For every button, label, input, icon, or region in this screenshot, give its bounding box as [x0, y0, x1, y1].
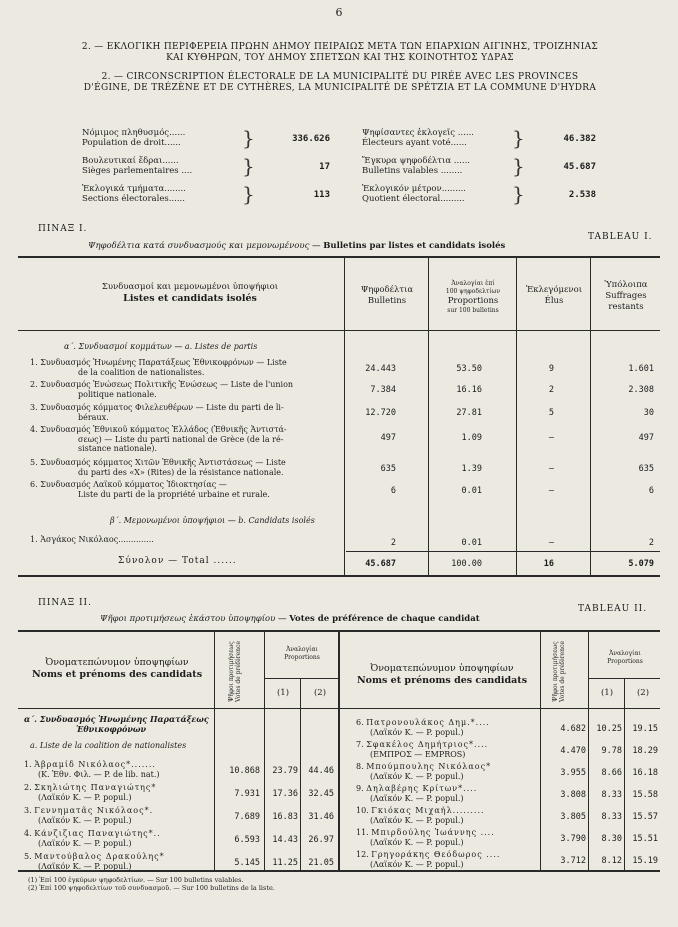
table2-label-gr: ΠΙΝΑΞ ΙΙ. [38, 598, 92, 608]
header-fr: Proportions [284, 654, 320, 661]
cell-restants: 2.308 [628, 385, 654, 395]
cell-p2: 26.97 [308, 835, 334, 845]
header-gr: Ἀναλογίαι [286, 646, 318, 653]
header-gr: Ὀνοματεπώνυμον ὑποψηφίων [370, 663, 514, 674]
candidate-number: 9. [356, 784, 364, 793]
heading-greek [20, 42, 660, 64]
cell-bulletins: 497 [380, 433, 396, 443]
cell-p1: 8.33 [601, 790, 622, 800]
row-number: 6. [30, 480, 38, 489]
summary-left-1-label [82, 128, 242, 148]
cell-votes: 3.805 [560, 812, 586, 822]
summary-value: 46.382 [563, 134, 596, 144]
header-fr: Proportions [447, 296, 499, 306]
cell-p2: 44.46 [308, 766, 334, 776]
summary-label-fr: Bulletins valables ........ [362, 166, 463, 176]
table2-header-names-left [20, 657, 214, 681]
candidate-party: (Κ. Ἐθν. Φιλ. — P. de lib. nat.) [38, 769, 160, 779]
table1-bottom-rule [18, 575, 660, 577]
footnotes [28, 876, 628, 892]
summary-label-gr: Ψηφίσαντες ἐκλογεῖς ...... [362, 128, 474, 138]
candidate-name: Σκηλιώτης Παναγιώτης* [34, 783, 157, 792]
row-label: Συνδυασμός Ἑνώσεως Πολιτικῆς Ἑνώσεως — Liste de l'union [40, 380, 294, 389]
header-gr: Ψηφοδέλτια [360, 285, 414, 295]
cell-p2: 21.05 [308, 858, 334, 868]
total-restants: 5.079 [628, 559, 654, 569]
table-row [30, 403, 340, 422]
cell-p2: 19.15 [632, 724, 658, 734]
candidate-name: Σφακέλος Δημήτριος*.... [366, 740, 489, 749]
summary-label-fr: Sièges parlementaires .... [82, 166, 193, 176]
cell-proportion: 27.81 [456, 408, 482, 418]
cell-bulletins: 635 [380, 464, 396, 474]
summary-label-gr: Ἐκλογικόν μέτρον......... [362, 184, 467, 194]
table2-header-names-right [344, 663, 540, 687]
cell-proportion: 0.01 [461, 538, 482, 548]
row-label: Συνδυασμός Λαϊκοῦ κόμματος Ἰδιοκτησίας — [40, 480, 227, 489]
table2-header-votes-right: Ψῆφοι προτιμήσεως Votes de préférence [552, 641, 566, 703]
header-gr2: 100 ψηφοδελτίων [445, 288, 501, 295]
total-elus: 16 [543, 559, 554, 569]
row-number: 3. [30, 403, 38, 412]
table1-label-fr: TABLEAU I. [588, 232, 653, 242]
cell-p2: 15.58 [632, 790, 658, 800]
row-label: Συνδυασμός Ἐθνικοῦ κόμματος Ἑλλάδος (Ἐθνικῆς Ἀντιστά- [40, 425, 287, 434]
candidate-party: (Λαϊκόν Κ. — P. popul.) [38, 792, 132, 802]
table2-mid-divider [338, 632, 340, 870]
table1-caption-sep: — [312, 241, 321, 251]
cell-p1: 10.25 [596, 724, 622, 734]
candidate-name: Μπιρδούλης Ἰωάννης .... [371, 828, 495, 837]
cell-bulletins: 12.720 [365, 408, 396, 418]
candidate-row [356, 784, 542, 803]
cell-p2: 18.29 [632, 746, 658, 756]
candidate-row [356, 828, 542, 847]
heading-french-line2: D'ÉGINE, DE TRÉZÈNE ET DE CYTHÈRES, LA MUNICIPALITÉ DE SPÉTZIA ET LA COMMUNE D'HYDRA [83, 83, 597, 93]
cell-votes: 3.712 [560, 856, 586, 866]
cell-restants: 497 [638, 433, 654, 443]
total-proportion: 100.00 [451, 559, 482, 569]
cell-p1: 8.66 [601, 768, 622, 778]
table-row [30, 425, 340, 454]
footnote-1: (1) Ἐπί 100 ἐγκύρων ψηφοδελτίων. — Sur 100 bulletins valables. [28, 876, 244, 884]
cell-p2: 15.51 [632, 834, 658, 844]
cell-elus: 5 [548, 408, 554, 418]
total-bulletins: 45.687 [365, 559, 396, 569]
row-label: Συνδυασμός κόμματος Φιλελευθέρων — Liste du parti de li- [40, 403, 284, 412]
heading-french [20, 72, 660, 94]
coalition-heading-gr2: Ἐθνικοφρόνων [76, 724, 147, 734]
table1-col-divider [590, 258, 591, 576]
summary-value: 2.538 [568, 190, 596, 200]
summary-value: 17 [319, 162, 330, 172]
table-row [30, 458, 340, 477]
summary-right-3-label [362, 184, 512, 204]
cell-votes: 3.790 [560, 834, 586, 844]
coalition-heading [24, 714, 214, 734]
candidate-name: Ἀβραμίδ Νικόλαος*....... [34, 760, 156, 769]
header-p1: (1) [276, 688, 290, 698]
candidate-number: 2. [24, 783, 32, 792]
header-fr2: restants [608, 302, 644, 312]
total-label: Σύνολον — Total ...... [118, 556, 237, 566]
cell-restants: 6 [648, 486, 654, 496]
cell-p2: 32.45 [308, 789, 334, 799]
table1-top-rule [18, 256, 660, 258]
brace: } [242, 182, 255, 206]
candidate-row [24, 760, 214, 779]
table2-col-divider [264, 632, 265, 870]
table-row [30, 535, 340, 545]
header-fr: Noms et prénoms des candidats [356, 675, 528, 686]
candidate-row [356, 806, 542, 825]
summary-label-fr: Électeurs ayant voté...... [362, 138, 467, 148]
candidate-number: 7. [356, 740, 364, 749]
cell-p1: 8.30 [601, 834, 622, 844]
candidate-name: Γρηγοράκης Θεόδωρος .... [371, 850, 501, 859]
table-row [30, 480, 340, 499]
summary-label-gr: Ἔγκυρα ψηφοδέλτια ...... [362, 156, 470, 166]
cell-p2: 15.57 [632, 812, 658, 822]
candidate-party: (ΕΜΠΡΟΣ — EMPROS) [370, 749, 466, 759]
cell-proportion: 1.09 [461, 433, 482, 443]
cell-elus: 9 [548, 364, 554, 374]
header-gr: Ἐκλεγόμενοι [525, 285, 583, 295]
candidate-name: Κάνζιζιας Παναγιώτης*.. [34, 829, 161, 838]
candidate-number: 12. [356, 850, 369, 859]
candidate-number: 1. [24, 760, 32, 769]
table1-caption [88, 241, 648, 251]
header-p2: (2) [636, 688, 650, 698]
header-gr: Ὑπόλοιπα [604, 280, 648, 290]
table2-header-votes-left: Ψῆφοι προτιμήσεως Votes de préférence [228, 641, 242, 703]
cell-proportion: 53.50 [456, 364, 482, 374]
cell-p2: 31.46 [308, 812, 334, 822]
table1-caption-fr: Bulletins par listes et candidats isolés [323, 241, 506, 251]
heading-french-line1: 2. — CIRCONSCRIPTION ÉLECTORALE DE LA MUNICIPALITÉ DU PIRÉE AVEC LES PROVINCES [101, 72, 579, 82]
candidate-row [356, 850, 542, 869]
cell-votes: 4.470 [560, 746, 586, 756]
cell-votes: 10.868 [229, 766, 260, 776]
cell-bulletins: 7.384 [370, 385, 396, 395]
row-number: 5. [30, 458, 38, 467]
summary-left-3-label [82, 184, 242, 204]
summary-label-fr: Population de droit...... [82, 138, 181, 148]
table2-col-divider [624, 678, 625, 870]
candidate-name: Πατρονουλάκος Δημ.*.... [366, 718, 490, 727]
candidate-row [24, 829, 214, 848]
candidate-number: 8. [356, 762, 364, 771]
cell-p1: 17.36 [272, 789, 298, 799]
header-fr: Listes et candidats isolés [123, 293, 257, 304]
table2-label-fr: TABLEAU II. [578, 604, 648, 614]
candidate-name: Μαντούβαλος Δρακούλης* [34, 852, 165, 861]
cell-bulletins: 24.443 [365, 364, 396, 374]
header-fr: Élus [544, 296, 564, 306]
row-label-cont: de la coalition de nationalistes. [78, 367, 205, 377]
cell-elus: — [548, 433, 554, 443]
header-p2: (2) [313, 688, 327, 698]
cell-votes: 6.593 [234, 835, 260, 845]
cell-votes: 7.931 [234, 789, 260, 799]
summary-label-gr: Νόμιμος πληθυσμός...... [82, 128, 186, 138]
cell-votes: 5.145 [234, 858, 260, 868]
row-label: Ἀσγάκος Νικόλαος.............. [40, 535, 154, 544]
brace: } [512, 126, 525, 150]
cell-bulletins: 6 [390, 486, 396, 496]
summary-value: 45.687 [563, 162, 596, 172]
summary-value: 113 [313, 190, 330, 200]
row-label-cont: sistance nationale). [78, 444, 158, 453]
candidate-row [24, 783, 214, 802]
candidate-party: (Λαϊκόν Κ. — P. popul.) [38, 861, 132, 871]
candidate-row [24, 852, 214, 871]
table2-col-divider [300, 678, 301, 870]
candidate-number: 6. [356, 718, 364, 727]
row-number: 4. [30, 425, 38, 434]
cell-p1: 9.78 [601, 746, 622, 756]
row-number: 1. [30, 358, 38, 367]
section-b-heading: β΄. Μεμονωμένοι ὑποψήφιοι — b. Candidats isolés [110, 516, 315, 525]
cell-p1: 23.79 [272, 766, 298, 776]
summary-right-2-label [362, 156, 512, 176]
candidate-party: (Λαϊκόν Κ. — P. popul.) [38, 815, 132, 825]
cell-votes: 4.682 [560, 724, 586, 734]
section-a-heading: α΄. Συνδυασμοί κομμάτων — a. Listes de partis [64, 342, 258, 351]
row-number: 1. [30, 535, 38, 544]
heading-greek-line2: ΚΑΙ ΚΥΘΗΡΩΝ, ΤΟΥ ΔΗΜΟΥ ΣΠΕΤΣΩΝ ΚΑΙ ΤΗΣ ΚΟΙΝΟΤΗΤΟΣ ΥΔΡΑΣ [166, 53, 514, 63]
candidate-party: (Λαϊκόν Κ. — P. popul.) [370, 793, 464, 803]
table2-bottom-rule [18, 870, 660, 872]
candidate-number: 3. [24, 806, 32, 815]
summary-right-1-label [362, 128, 512, 148]
candidate-number: 11. [356, 828, 369, 837]
cell-votes: 3.955 [560, 768, 586, 778]
candidate-party: (Λαϊκόν Κ. — P. popul.) [370, 815, 464, 825]
header-gr: Συνδυασμοί και μεμονωμένοι ὑποψήφιοι [101, 282, 279, 292]
table1-header-bulletins [346, 285, 428, 307]
cell-elus: 2 [548, 385, 554, 395]
row-label-cont: du parti des «X» (Rites) de la résistance nationale. [78, 467, 284, 477]
row-label-cont: Liste du parti de la propriété urbaine et rurale. [78, 489, 270, 499]
cell-p1: 8.33 [601, 812, 622, 822]
cell-restants: 30 [643, 408, 654, 418]
candidate-row [24, 806, 214, 825]
table2-caption-sep: — [278, 614, 287, 624]
cell-p2: 15.19 [632, 856, 658, 866]
table1-header-names [40, 282, 340, 304]
row-number: 2. [30, 380, 38, 389]
header-gr: Ἀναλογίαι ἐπί [451, 280, 495, 287]
table2-caption-gr: Ψῆφοι προτιμήσεως ἑκάστου ὑποψηφίου [100, 614, 276, 624]
header-p1: (1) [600, 688, 614, 698]
table1-header-proportions [430, 280, 516, 315]
header-fr: Proportions [607, 658, 643, 665]
summary-label-fr: Sections électorales...... [82, 194, 185, 204]
cell-proportion: 16.16 [456, 385, 482, 395]
candidate-party: (Λαϊκόν Κ. — P. popul.) [370, 837, 464, 847]
cell-bulletins: 2 [390, 538, 396, 548]
cell-proportion: 0.01 [461, 486, 482, 496]
table1-total-rule [346, 551, 660, 552]
candidate-party: (Λαϊκόν Κ. — P. popul.) [370, 859, 464, 869]
row-label: Συνδυασμός κόμματος Χιτῶν Ἐθνικῆς Ἀντιστάσεως — Liste [40, 458, 286, 467]
summary-left-2-label [82, 156, 242, 176]
table1-caption-gr: Ψηφοδέλτια κατά συνδυασμούς και μεμονωμένους [88, 241, 310, 251]
table1-header-elus [518, 285, 590, 307]
brace: } [242, 126, 255, 150]
row-label: Συνδυασμός Ἡνωμένης Παρατάξεως Ἐθνικοφρόνων — Liste [40, 358, 287, 367]
cell-votes: 7.689 [234, 812, 260, 822]
table1-header-rule [18, 330, 660, 331]
table-row [30, 358, 340, 377]
candidate-number: 10. [356, 806, 369, 815]
candidate-name: Γεννηματᾶς Νικόλαος*. [34, 806, 154, 815]
table1-header-restants [592, 280, 660, 313]
table2-sub-rule [588, 678, 660, 679]
header-fr: Bulletins [367, 296, 407, 306]
table2-header-prop-right [590, 650, 660, 666]
page-number: 6 [335, 6, 343, 19]
candidate-number: 4. [24, 829, 32, 838]
header-gr: Ὀνοματεπώνυμον ὑποψηφίων [45, 657, 189, 668]
candidate-party: (Λαϊκόν Κ. — P. popul.) [370, 771, 464, 781]
row-label-cont: politique nationale. [78, 389, 157, 399]
coalition-heading-gr: α΄. Συνδυασμός Ἡνωμένης Παρατάξεως [24, 714, 209, 724]
cell-proportion: 1.39 [461, 464, 482, 474]
footnote-2: (2) Ἐπί 100 ψηφοδελτίων τοῦ συνδυασμοῦ. — Sur 100 bulletins de la liste. [28, 884, 275, 892]
candidate-row [356, 762, 542, 781]
summary-label-gr: Ἐκλογικά τμήματα........ [82, 184, 186, 194]
summary-label-fr: Quotient électoral......... [362, 194, 465, 204]
table2-col-divider [588, 632, 589, 870]
candidate-row [356, 740, 542, 759]
header-gr: Ἀναλογίαι [609, 650, 641, 657]
candidate-party: (Λαϊκόν Κ. — P. popul.) [38, 838, 132, 848]
coalition-heading-fr: a. Liste de la coalition de nationalistes [30, 741, 187, 750]
table1-col-divider [428, 258, 429, 576]
row-label-cont: béraux. [78, 412, 109, 422]
heading-greek-line1: 2. — ΕΚΛΟΓΙΚΗ ΠΕΡΙΦΕΡΕΙΑ ΠΡΩΗΝ ΔΗΜΟΥ ΠΕΙΡΑΙΩΣ ΜΕΤΑ ΤΩΝ ΕΠΑΡΧΙΩΝ ΑΙΓΙΝΗΣ, ΤΡΟΙΖΗΝΙΑΣ [81, 42, 599, 52]
cell-elus: — [548, 486, 554, 496]
row-label-cont: σεως) — Liste du parti national de Grèce (de la ré- [78, 434, 284, 444]
cell-p2: 16.18 [632, 768, 658, 778]
header-fr2: sur 100 bulletins [447, 307, 499, 314]
candidate-number: 5. [24, 852, 32, 861]
summary-value: 336.626 [292, 134, 330, 144]
table2-caption-fr: Votes de préférence de chaque candidat [289, 614, 480, 624]
table-row [30, 380, 340, 399]
table2-col-divider [214, 632, 215, 870]
table2-caption [100, 614, 660, 624]
brace: } [512, 154, 525, 178]
header-fr: Suffrages [605, 291, 647, 301]
table1-col-divider [516, 258, 517, 576]
candidate-name: Γκιόκας Μιχαήλ......... [371, 806, 485, 815]
candidate-name: Δηλαβέρης Κρίτων*.... [366, 784, 478, 793]
cell-votes: 3.808 [560, 790, 586, 800]
header-fr: Noms et prénoms des candidats [31, 669, 203, 680]
cell-p1: 8.12 [601, 856, 622, 866]
table1-col-divider [344, 258, 345, 576]
candidate-row [356, 718, 542, 737]
table1-label-gr: ΠΙΝΑΞ Ι. [38, 224, 88, 234]
table2-header-prop-left [266, 646, 338, 662]
brace: } [512, 182, 525, 206]
summary-label-gr: Βουλευτικαί ἕδραι...... [82, 156, 179, 166]
cell-restants: 635 [638, 464, 654, 474]
cell-elus: — [548, 538, 554, 548]
cell-p1: 14.43 [272, 835, 298, 845]
cell-p1: 11.25 [272, 858, 298, 868]
cell-p1: 16.83 [272, 812, 298, 822]
cell-elus: — [548, 464, 554, 474]
cell-restants: 1.601 [628, 364, 654, 374]
table2-sub-rule [264, 678, 338, 679]
cell-restants: 2 [648, 538, 654, 548]
brace: } [242, 154, 255, 178]
candidate-name: Μπούμπουλης Νικόλαος* [366, 762, 492, 771]
candidate-party: (Λαϊκόν Κ. — P. popul.) [370, 727, 464, 737]
